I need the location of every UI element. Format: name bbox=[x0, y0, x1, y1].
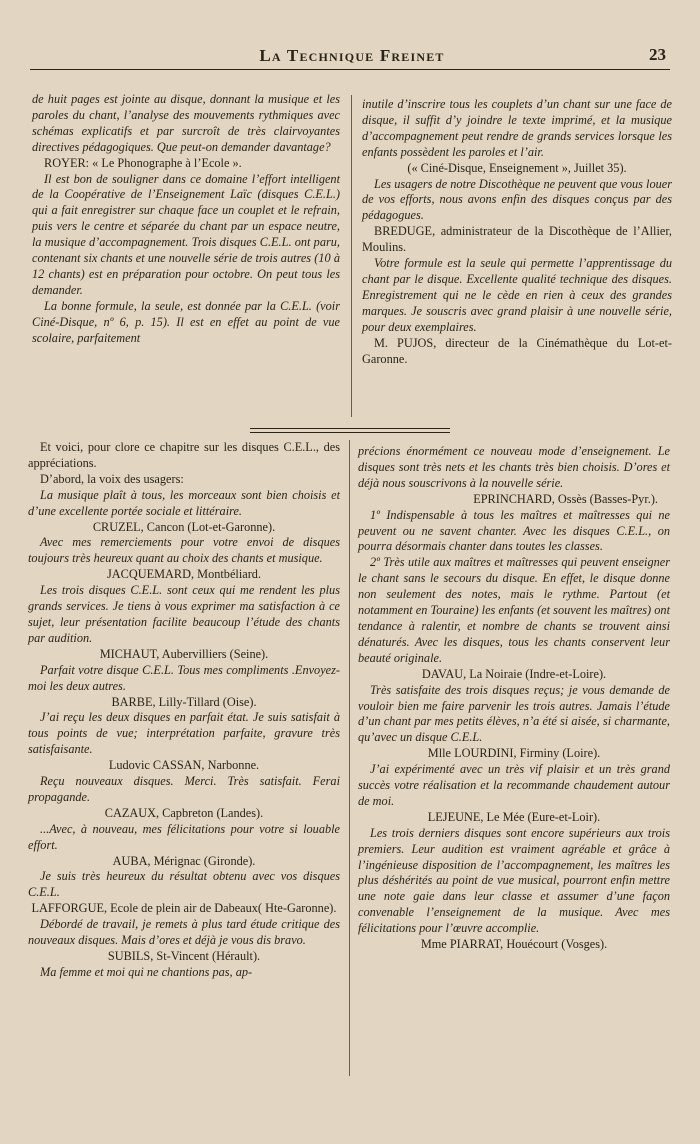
signature-line: LAFFORGUE, Ecole de plein air de Dabeaux( Hte-Garonne). bbox=[31, 901, 337, 916]
column-divider-top bbox=[351, 95, 352, 417]
paragraph: Il est bon de souligner dans ce domaine l’effort intelligent de la Coopérative de l’Enseignement Laïc (disques C.E.L.) qui a fait enregistrer sur chaque face un couplet et le refrain, puis vers le centre et séparée du chant par un espace neutre, la musique d’accompagnement. Trois disques C.E.L. ont paru, contenant six chants et une nouvelle série de trois autres (10 à 12 chants) est en préparation pour octobre. On peut tous les demander. bbox=[32, 171, 340, 297]
paragraph: D’abord, la voix des usagers: bbox=[40, 471, 184, 486]
signature-line: JACQUEMARD, Montbéliard. bbox=[106, 567, 262, 582]
paragraph: J’ai reçu les deux disques en parfait état. Je suis satisfait à tous points de vue; interprétation parfaite, gravure très satisfaisante. bbox=[28, 710, 340, 757]
header-rule bbox=[30, 69, 670, 70]
signature-line: LEJEUNE, Le Mée (Eure-et-Loir). bbox=[427, 809, 601, 824]
paragraph: La bonne formule, la seule, est donnée par la C.E.L. (voir Ciné-Disque, nº 6, p. 15). Il est en effet au point de vue scolaire, parfaitement bbox=[32, 298, 340, 345]
paragraph: de huit pages est jointe au disque, donnant la musique et les paroles du chant, l’analyse des mouvements rythmiques avec schémas explicatifs et par surcroît de très clairvoyantes directives pédagogiques. Que peut-on demander davantage? bbox=[32, 92, 340, 154]
column-top-left bbox=[32, 92, 340, 347]
section-rule bbox=[250, 428, 450, 429]
page-number: 23 bbox=[649, 45, 666, 64]
signature-line: CRUZEL, Cancon (Lot-et-Garonne). bbox=[92, 519, 276, 534]
paragraph: ...Avec, à nouveau, mes félicitations pour votre si louable effort. bbox=[28, 821, 340, 852]
signature-line: Mlle LOURDINI, Firminy (Loire). bbox=[427, 746, 601, 761]
signature-line: MICHAUT, Aubervilliers (Seine). bbox=[99, 646, 269, 661]
paragraph: ROYER: « Le Phonographe à l’Ecole ». bbox=[44, 155, 242, 170]
paragraph: Les trois derniers disques sont encore supérieurs aux trois premiers. Leur audition est vraiment agréable et grâce à l’ingénieuse disposition de l’accompagnement, les maîtres les plus déshérités au point de vue musical, pourront enfin mettre une note gaie dans leur classe et assumer d’une façon convenable l’enseignement de la musique. Avec mes félicitations pour l’œuvre accomplie. bbox=[358, 825, 670, 936]
signature-line: SUBILS, St-Vincent (Hérault). bbox=[107, 949, 261, 963]
paragraph: précions énormément ce nouveau mode d’enseignement. Le disques sont très nets et les chants très bien choisis. D’ores et déjà nous souscrivons à la nouvelle série. bbox=[358, 444, 670, 490]
paragraph: 2º Très utile aux maîtres et maîtresses qui peuvent enseigner le chant sans le secours du disque. En effet, le disque donne non seulement des notes, mais le rythme. Partout (et notamment en Touraine) les enfants (et souvent les maîtres) ont tendance à ralentir, et nombre de chants se trouvent ainsi dénaturés. Avec les disques, tous les chants conservent leur beauté originale. bbox=[358, 555, 670, 665]
signature-line: DAVAU, La Noiraie (Indre-et-Loire). bbox=[421, 666, 607, 681]
column-bottom-left bbox=[28, 440, 340, 981]
paragraph: Reçu nouveaux disques. Merci. Très satisfait. Ferai propagande. bbox=[28, 774, 340, 804]
paragraph: Avec mes remerciements pour votre envoi de disques toujours très heureux quant au choix des chants et musique. bbox=[28, 535, 340, 566]
paragraph: 1º Indispensable à tous les maîtres et maîtresses qui ne peuvent ou ne savent chanter. Avec les disques C.E.L., on pourra désormais chanter dans toutes les classes. bbox=[358, 507, 670, 554]
column-divider-bottom bbox=[349, 440, 350, 1076]
signature-line: AUBA, Mérignac (Gironde). bbox=[112, 853, 256, 868]
paragraph: Ma femme et moi qui ne chantions pas, ap- bbox=[40, 964, 253, 979]
paragraph: Votre formule est la seule qui permette l’apprentissage du chant par le disque. Excellente qualité technique des disques. Enregistrement qui ne le cède en rien à ceux des grandes marques. Je souscris avec grand plaisir à une nouvelle série, pour deux exemplaires. bbox=[362, 256, 672, 334]
paragraph: Et voici, pour clore ce chapitre sur les disques C.E.L., des appréciations. bbox=[28, 440, 340, 470]
page-header bbox=[34, 46, 670, 68]
paragraph: J’ai expérimenté avec un très vif plaisir et un très grand succès votre réalisation et la recommande chaudement autour de moi. bbox=[358, 762, 670, 808]
paragraph: BREDUGE, administrateur de la Discothèque de l’Allier, Moulins. bbox=[362, 224, 672, 255]
running-title: La Technique Freinet bbox=[259, 46, 445, 65]
paragraph: M. PUJOS, directeur de la Cinémathèque du Lot-et-Garonne. bbox=[362, 335, 672, 366]
signature-line: Mme PIARRAT, Houécourt (Vosges). bbox=[420, 937, 608, 952]
paragraph: Parfait votre disque C.E.L. Tous mes compliments .Envoyez-moi les deux autres. bbox=[28, 662, 340, 693]
signature-line: BARBE, Lilly-Tillard (Oise). bbox=[111, 694, 257, 709]
paragraph: Je suis très heureux du résultat obtenu avec vos disques C.E.L. bbox=[28, 869, 340, 900]
column-bottom-right bbox=[358, 444, 670, 953]
signature-line: CAZAUX, Capbreton (Landes). bbox=[104, 805, 264, 820]
signature-line: Ludovic CASSAN, Narbonne. bbox=[108, 758, 260, 773]
paragraph: (« Ciné-Disque, Enseignement », Juillet 35). bbox=[407, 160, 627, 175]
paragraph: Les trois disques C.E.L. sont ceux qui me rendent les plus grands services. Je tiens à vous exprimer ma satisfaction à ce sujet, leur présentation facilite beaucoup l’étude des chants par audition. bbox=[28, 583, 340, 645]
paragraph: La musique plaît à tous, les morceaux sont bien choisis et d’une excellente portée sociale et littéraire. bbox=[28, 487, 340, 518]
paragraph: Débordé de travail, je remets à plus tard étude critique des nouveaux disques. Mais d’ores et déjà je vous dis bravo. bbox=[28, 917, 340, 948]
section-rule-secondary bbox=[250, 432, 450, 433]
signature-line: EPRINCHARD, Ossès (Basses-Pyr.). bbox=[473, 491, 658, 506]
paragraph: Les usagers de notre Discothèque ne peuvent que vous louer de vos efforts, nous avons enfin des disques conçus par des pédagogues. bbox=[362, 176, 672, 223]
paragraph: inutile d’inscrire tous les couplets d’un chant sur une face de disque, il suffit d’y joindre le texte imprimé, et la musique d’accompagnement peut rendre de grands services lorsque les enfants possèdent les paroles et l’air. bbox=[362, 97, 672, 159]
paragraph: Très satisfaite des trois disques reçus; je vous demande de vouloir bien me faire parvenir les trois autres. Jamais l’étude d’un chant par mes petits élèves, n’a été si aisée, si charmante, qu’avec un disque C.E.L. bbox=[358, 682, 670, 745]
column-top-right bbox=[362, 97, 672, 367]
